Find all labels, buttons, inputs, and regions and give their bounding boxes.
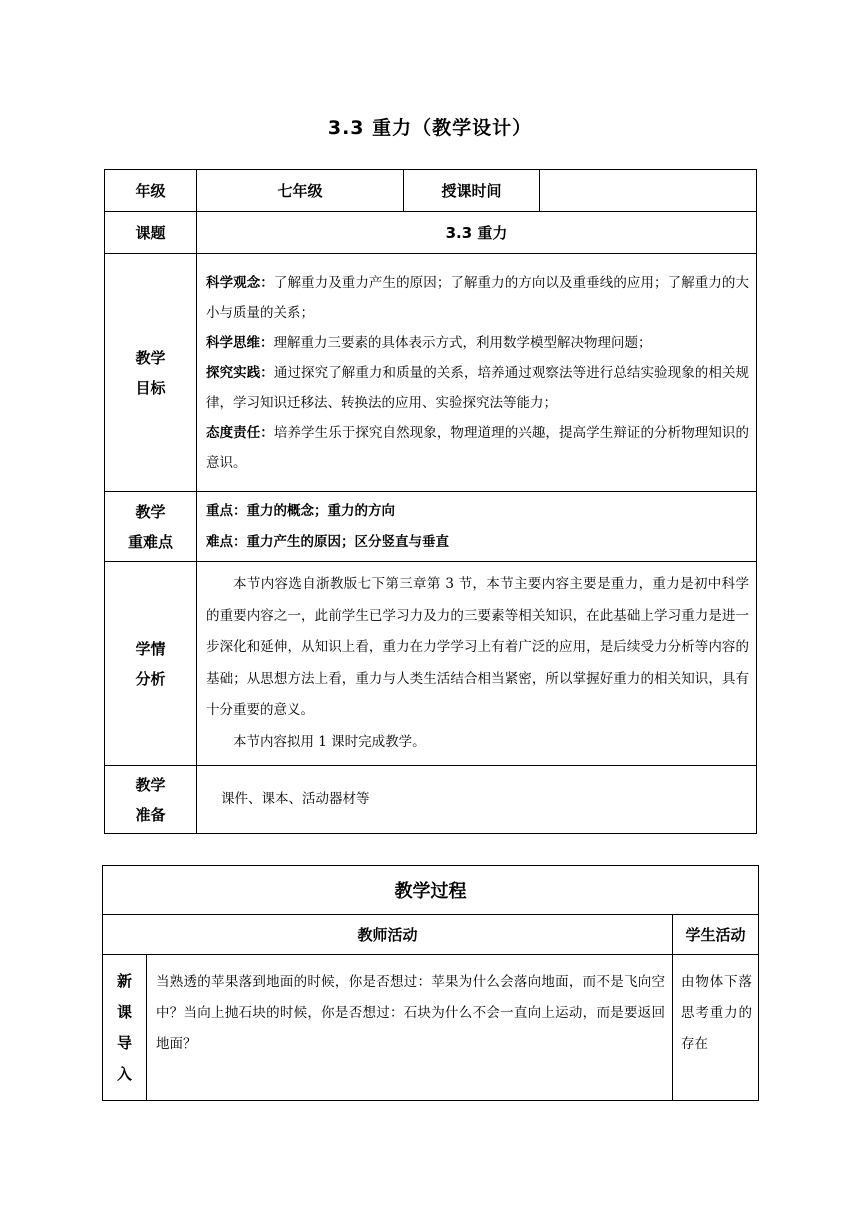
time-label: 授课时间 — [404, 170, 540, 212]
key-points-content — [197, 492, 757, 562]
topic-label: 课题 — [105, 212, 197, 254]
grade-value: 七年级 — [197, 170, 404, 212]
difficult-point: 难点：重力产生的原因；区分竖直与垂直 — [206, 533, 449, 550]
goal-item: 探究实践：通过探究了解重力和质量的关系，培养通过观察法等进行总结实验现象的相关规律，学习知识迁移法、转换法的应用、实验探究法等能力； — [206, 364, 750, 411]
goals-label: 教学 目标 — [105, 254, 197, 492]
key-points-row — [105, 492, 757, 562]
goal-item: 科学观念：了解重力及重力产生的原因；了解重力的方向以及重垂线的应用；了解重力的大小与质量的关系； — [206, 274, 750, 321]
goal-item: 科学思维：理解重力三要素的具体表示方式，利用数学模型解决物理问题； — [206, 334, 652, 351]
preparation-row — [105, 766, 757, 834]
goals-row — [105, 254, 757, 492]
analysis-paragraph: 本节内容选自浙教版七下第三章第 3 节，本节主要内容主要是重力，重力是初中科学的重要内容之一，此前学生已学习力及力的三要素等相关知识，在此基础上学习重力是进一步深化和延伸，从知识上看，重力在力学学习上有着广泛的应用，是后续受力分析等内容的基础；从思想方法上看，重力与人类生活结合相当紧密，所以掌握好重力的相关知识，具有十分重要的意义。 — [206, 576, 749, 718]
goals-content — [197, 254, 757, 492]
preparation-value: 课件、课本、活动器材等 — [197, 766, 757, 834]
analysis-label: 学情 分析 — [105, 562, 197, 766]
preparation-label: 教学 准备 — [105, 766, 197, 834]
key-points-label: 教学 重难点 — [105, 492, 197, 562]
analysis-content — [197, 562, 757, 766]
teacher-activity-header: 教师活动 — [103, 915, 673, 955]
intro-label: 新 课 导 入 — [103, 955, 147, 1101]
student-activity-header: 学生活动 — [673, 915, 759, 955]
topic-row — [105, 212, 757, 254]
intro-teacher-activity: 当熟透的苹果落到地面的时候，你是否想过：苹果为什么会落向地面，而不是飞向空中？当向上抛石块的时候，你是否想过：石块为什么不会一直向上运动，而是要返回地面？ — [147, 955, 673, 1101]
analysis-paragraph: 本节内容拟用 1 课时完成教学。 — [233, 733, 426, 750]
process-title-row — [103, 866, 759, 915]
grade-label: 年级 — [105, 170, 197, 212]
goal-item: 态度责任：培养学生乐于探究自然现象，物理道理的兴趣，提高学生辩证的分析物理知识的意识。 — [206, 424, 750, 471]
process-header-row — [103, 915, 759, 955]
key-point: 重点：重力的概念；重力的方向 — [206, 502, 395, 519]
document-title: 3.3 重力（教学设计） — [327, 117, 533, 139]
topic-value: 3.3 重力 — [197, 212, 757, 254]
grade-row — [105, 170, 757, 212]
process-title: 教学过程 — [103, 866, 759, 915]
teaching-process-table — [102, 865, 759, 1101]
analysis-row — [105, 562, 757, 766]
intro-row — [103, 955, 759, 1101]
lesson-info-table — [104, 169, 757, 834]
time-value — [540, 170, 757, 212]
intro-student-activity: 由物体下落思考重力的存在 — [673, 955, 759, 1101]
